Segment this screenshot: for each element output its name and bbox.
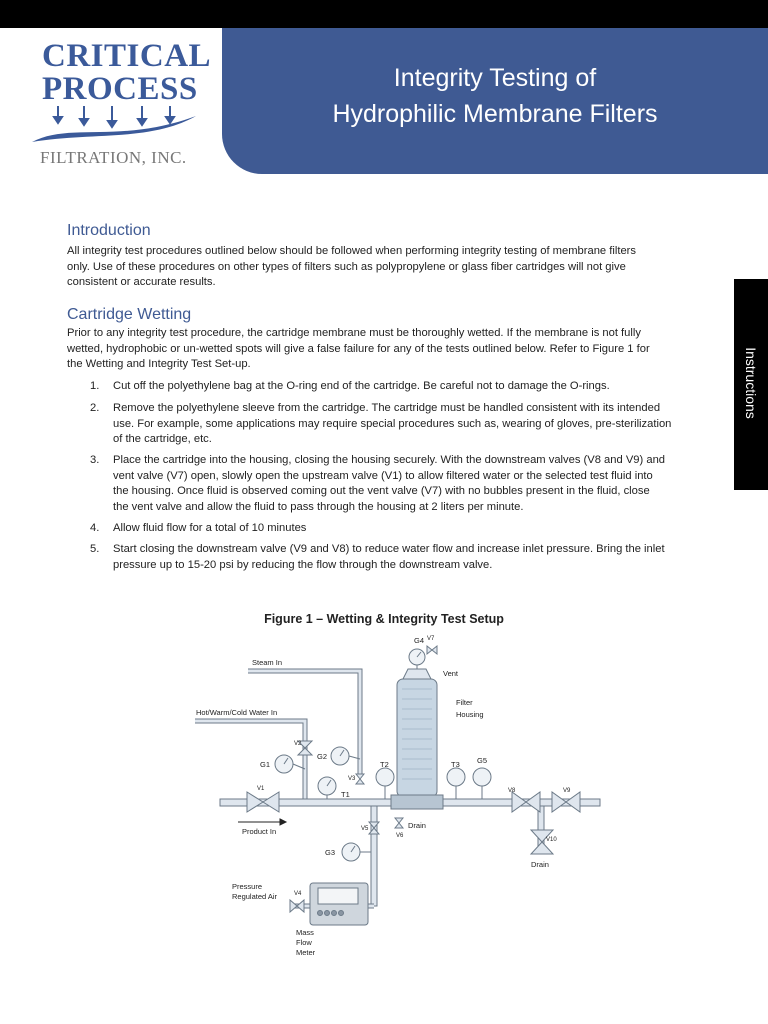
- label-drain-right: Drain: [531, 860, 549, 869]
- wetting-paragraph: [67, 326, 699, 373]
- list-number: 2.: [90, 402, 100, 414]
- text-line: Cut off the polyethylene bag at the O-ring end of the cartridge. Be careful not to damage the O-rings.: [113, 380, 610, 392]
- logo-line-process: PROCESS: [42, 71, 198, 107]
- label-v6: V6: [396, 833, 404, 839]
- label-vent: Vent: [443, 669, 459, 678]
- list-number: 3.: [90, 454, 100, 466]
- list-text: [113, 401, 703, 448]
- diagram-drawing: [190, 634, 610, 964]
- side-tab-label: Instructions: [743, 347, 759, 419]
- text-line: only. Use of these procedures on other types of filters such as polypropylene or glass fiber cartridges will not give: [67, 260, 626, 273]
- text-line: Prior to any integrity test procedure, the cartridge membrane must be thoroughly wetted. If the membrane is not fully: [67, 327, 641, 339]
- introduction-heading: Introduction: [67, 222, 151, 239]
- logo-line-critical: CRITICAL: [42, 38, 212, 74]
- label-housing: Housing: [456, 710, 484, 719]
- text-line: use. For example, some applications may require special procedures such as, wearing of gloves, pre-sterilization: [113, 417, 672, 430]
- logo-line-filtration: FILTRATION, INC.: [40, 148, 187, 167]
- cartridge-wetting-heading: Cartridge Wetting: [67, 306, 192, 323]
- text-line: wetted, hydrophobic or un-wetted spots will give a false failure for any of the tests outlined below. Refer to Figure 1 for: [67, 342, 650, 355]
- label-v7: V7: [427, 636, 435, 642]
- top-bar: [0, 0, 768, 28]
- text-line: Place the cartridge into the housing, closing the housing securely. With the downstream valves (V8 and V9) and: [113, 454, 666, 466]
- text-line: the housing. Once fluid is observed coming out the vent valve (V7) with no bubbles present in the fluid, close: [113, 485, 650, 497]
- label-g1: G1: [260, 760, 271, 769]
- list-text: [113, 453, 703, 515]
- label-v8: V8: [508, 788, 516, 794]
- test-setup-diagram: [190, 634, 610, 964]
- page-title-line-2: Hydrophilic Membrane Filters: [332, 100, 658, 128]
- label-pressure: Pressure: [232, 882, 263, 891]
- label-g4: G4: [414, 636, 425, 645]
- text-line: vent valve (V7) open, slowly open the upstream valve (V1) to allow filtered water or the selected test fluid into: [113, 469, 653, 482]
- title-banner: [222, 28, 768, 174]
- label-g2: G2: [317, 752, 328, 761]
- page-title-line-1: Integrity Testing of: [393, 64, 597, 92]
- label-t2: T2: [380, 760, 389, 769]
- label-regulated-air: Regulated Air: [232, 892, 278, 901]
- label-g3: G3: [325, 848, 336, 857]
- text-line: the Wetting and Integrity Test Set-up.: [67, 358, 251, 370]
- text-line: Start closing the downstream valve (V9 and V8) to reduce water flow and increase inlet pressure. Bring the inlet: [113, 543, 665, 555]
- list-text: [113, 379, 703, 395]
- figure-title: Figure 1 – Wetting & Integrity Test Setup: [264, 612, 504, 626]
- text-line: pressure up to 15-20 psi by reducing the flow through the downstream valve.: [113, 558, 493, 571]
- label-product-in: Product In: [242, 827, 277, 836]
- text-line: the vent valve and allow the fluid to pass through the housing at 2 liters per minute.: [113, 500, 524, 513]
- list-text: [113, 521, 703, 537]
- text-line: Allow fluid flow for a total of 10 minutes: [113, 522, 307, 534]
- label-v4: V4: [294, 891, 302, 897]
- label-mass: Mass: [296, 928, 314, 937]
- text-line: Remove the polyethylene sleeve from the cartridge. The cartridge must be handled consistent with its intended: [113, 402, 661, 414]
- label-v10: V10: [546, 837, 557, 843]
- introduction-paragraph: [67, 244, 699, 291]
- label-v5: V5: [361, 826, 369, 832]
- text-line: of the cartridge, etc.: [113, 433, 212, 445]
- label-meter: Meter: [296, 948, 316, 957]
- text-line: All integrity test procedures outlined below should be followed when performing integrity testing of membrane filters: [67, 245, 636, 257]
- label-t1: T1: [341, 790, 350, 799]
- label-g5: G5: [477, 756, 488, 765]
- list-number: 5.: [90, 543, 100, 555]
- logo-wave-icon: [30, 102, 200, 148]
- instructions-side-tab: [734, 279, 768, 490]
- label-v1: V1: [257, 786, 265, 792]
- label-steam-in: Steam In: [252, 658, 283, 667]
- label-hot-water: Hot/Warm/Cold Water In: [196, 708, 278, 717]
- company-logo: [30, 38, 212, 170]
- label-v2: V2: [294, 741, 302, 747]
- label-filter: Filter: [456, 698, 473, 707]
- label-t3: T3: [451, 760, 460, 769]
- label-v9: V9: [563, 788, 571, 794]
- list-number: 1.: [90, 380, 100, 392]
- list-text: [113, 542, 703, 573]
- label-flow: Flow: [296, 938, 312, 947]
- label-drain-center: Drain: [408, 821, 426, 830]
- label-v3: V3: [348, 776, 356, 782]
- list-number: 4.: [90, 522, 100, 534]
- text-line: consistent or accurate results.: [67, 276, 216, 288]
